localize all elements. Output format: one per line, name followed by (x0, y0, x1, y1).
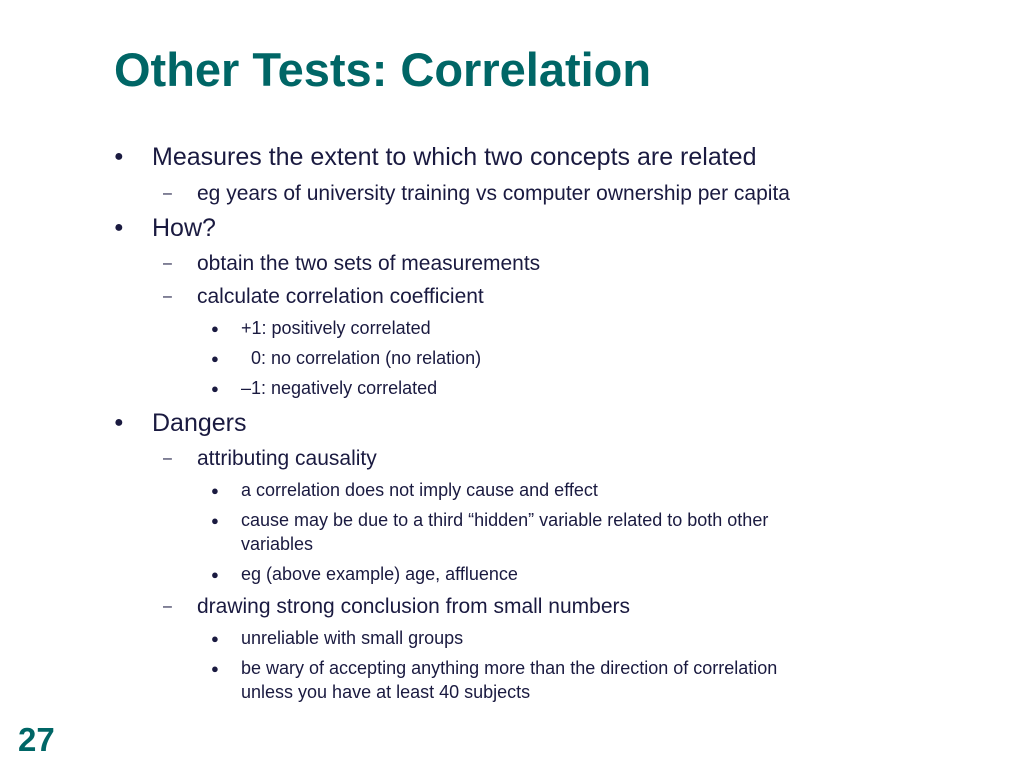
sub-bullet-text: obtain the two sets of measurements (197, 252, 541, 275)
sub-sub-bullet-text-line1: cause may be due to a third “hidden” variable related to both other (241, 510, 769, 530)
dash-icon: – (163, 185, 172, 202)
sub-sub-bullet-text: +1: positively correlated (241, 318, 431, 338)
dash-icon: – (163, 288, 172, 305)
dash-icon: – (163, 450, 172, 467)
bullet-dot-icon: ● (211, 321, 219, 336)
bullet-dot-icon: ● (114, 414, 124, 431)
sub-bullet-text: eg years of university training vs computer ownership per capita (197, 182, 790, 205)
sub-bullet-text: drawing strong conclusion from small numbers (197, 595, 631, 618)
sub-sub-bullet-text-line2: unless you have at least 40 subjects (241, 682, 531, 702)
bullet-dot-icon: ● (114, 148, 124, 165)
bullet-dot-icon: ● (211, 631, 219, 646)
bullet-dot-icon: ● (211, 483, 219, 498)
bullet-dot-icon: ● (211, 567, 219, 582)
sub-sub-bullet-text: unreliable with small groups (241, 628, 464, 648)
sub-sub-bullet-text: a correlation does not imply cause and effect (241, 480, 598, 500)
sub-sub-bullet-text: –1: negatively correlated (241, 378, 438, 398)
sub-sub-bullet-text-line1: be wary of accepting anything more than the direction of correlation (241, 658, 778, 678)
dash-icon: – (163, 598, 172, 615)
bullet-dot-icon: ● (211, 381, 219, 396)
dash-icon: – (163, 255, 172, 272)
bullet-dot-icon: ● (114, 219, 124, 236)
slide-title: Other Tests: Correlation (114, 43, 652, 96)
sub-sub-bullet-text: 0: no correlation (no relation) (241, 348, 482, 368)
sub-sub-bullet-text-line2: variables (241, 534, 314, 554)
sub-sub-bullet-text: eg (above example) age, affluence (241, 564, 518, 584)
bullet-text: Measures the extent to which two concepts are related (152, 143, 757, 171)
sub-bullet-text: calculate correlation coefficient (197, 285, 484, 308)
bullet-text: Dangers (152, 409, 247, 437)
sub-bullet-text: attributing causality (197, 447, 377, 470)
bullet-dot-icon: ● (211, 661, 219, 676)
bullet-dot-icon: ● (211, 513, 219, 528)
bullet-dot-icon: ● (211, 351, 219, 366)
page-number: 27 (18, 721, 55, 758)
bullet-text: How? (152, 214, 216, 242)
